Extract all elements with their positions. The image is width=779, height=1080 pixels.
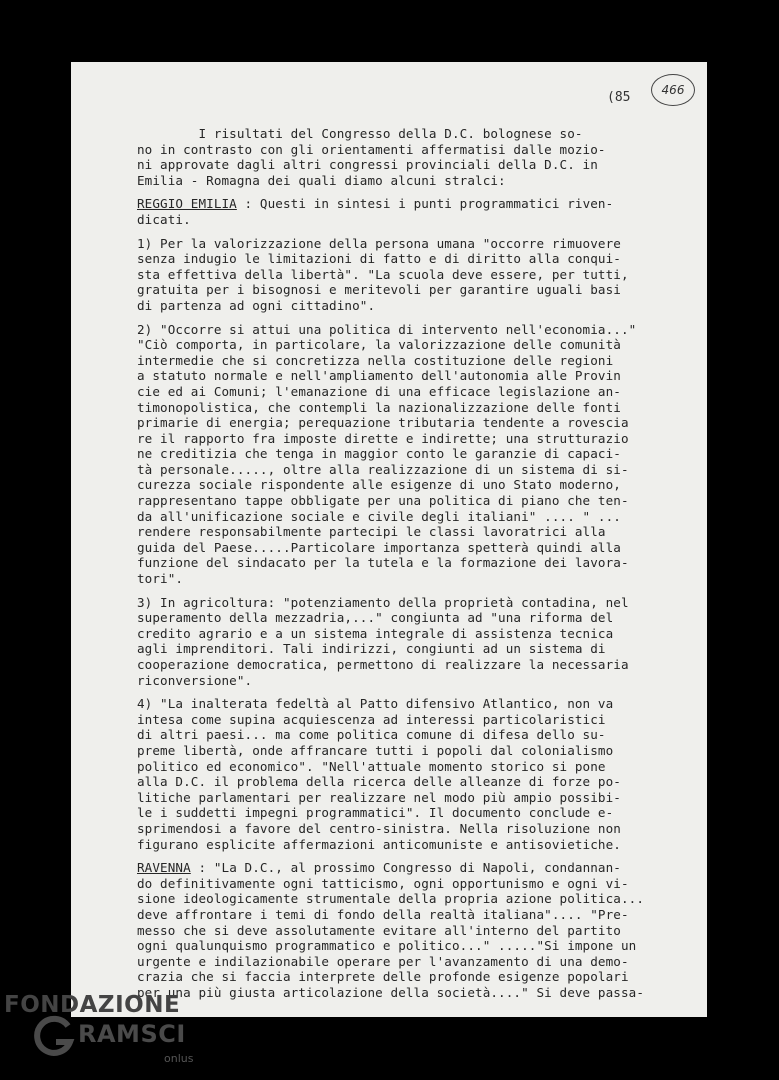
watermark-line2: RAMSCI — [78, 1020, 186, 1048]
text-line: preme libertà, onde affrancare tutti i popoli dal colonialismo — [137, 742, 614, 758]
text-line: dicati. — [137, 211, 191, 227]
paragraph-gap — [137, 852, 662, 860]
paragraph-gap — [137, 228, 662, 236]
paragraph-gap — [137, 688, 662, 696]
handwritten-page-number: 466 — [651, 74, 695, 106]
fondazione-gramsci-watermark — [4, 990, 204, 1080]
section-heading: RAVENNA — [137, 860, 191, 876]
text-line: sprimendosi a favore del centro-sinistra. Nella risoluzione non — [137, 820, 621, 836]
text-line: cooperazione democratica, permettono di realizzare la necessaria — [137, 657, 629, 672]
text-line: intermedie che si concretizza nella costituzione delle regioni — [137, 352, 614, 368]
text-line: I risultati del Congresso della D.C. bolognese so- — [137, 126, 583, 141]
text-line: politico ed economico". "Nell'attuale momento storico si pone — [137, 758, 606, 774]
text-line: crazia che si faccia interprete delle profonde esigenze popolari — [137, 969, 629, 985]
text-line: senza indugio le limitazioni di fatto e di diritto alla conqui- — [137, 251, 621, 267]
text-line: rendere responsabilmente partecipi le classi lavoratrici alla — [137, 524, 606, 540]
text-line: alla D.C. il problema della ricerca delle alleanze di forze po- — [137, 774, 621, 790]
text-line: intesa come supina acquiescenza ad interessi particolaristici — [137, 711, 606, 727]
text-line: messo che si deve assolutamente evitare all'interno del partito — [137, 922, 621, 938]
text-line: ne creditizia che tenga in maggior conto le garanzie di capaci- — [137, 446, 621, 462]
text-line: sta effettiva della libertà". "La scuola deve essere, per tutti, — [137, 266, 629, 282]
text-line: riconversione". — [137, 672, 253, 688]
text-line: re il rapporto fra imposte dirette e indirette; una strutturazio — [137, 430, 629, 446]
text-line: 4) "La inalterata fedeltà al Patto difensivo Atlantico, non va — [137, 696, 614, 712]
text-line: 2) "Occorre si attui una politica di intervento nell'economia..." — [137, 321, 637, 337]
text-line: 3) In agricoltura: "potenziamento della proprietà contadina, nel — [137, 594, 629, 610]
text-line: tà personale....., oltre alla realizzazione di un sistema di si- — [137, 461, 629, 477]
watermark-line3: onlus — [164, 1052, 194, 1065]
text-line: rappresentano tappe obbligate per una politica di piano che ten- — [137, 493, 629, 509]
text-line: a statuto normale e nell'ampliamento dell'autonomia alle Provin — [137, 368, 621, 384]
document-body — [137, 126, 662, 1000]
text-line: funzione del sindacato per la tutela e la formazione dei lavora- — [137, 555, 629, 571]
document-page — [71, 62, 707, 1017]
text-line: urgente e indilazionabile operare per l'avanzamento di una demo- — [137, 953, 629, 969]
text-line: no in contrasto con gli orientamenti affermatisi dalle mozio- — [137, 141, 606, 157]
paragraph-gap — [137, 314, 662, 322]
text-line: tori". — [137, 571, 184, 587]
text-line: 1) Per la valorizzazione della persona umana "occorre rimuovere — [137, 235, 621, 251]
gramsci-g-logo-icon — [32, 1014, 76, 1058]
text-line: gratuita per i bisognosi e meritevoli per garantire uguali basi — [137, 282, 621, 298]
text-line: superamento della mezzadria,..." congiunta ad "una riforma del — [137, 610, 614, 626]
text-line: le i suddetti impegni programmatici". Il documento conclude e- — [137, 805, 614, 821]
paragraph-gap — [137, 188, 662, 196]
text-line: "Ciò comporta, in particolare, la valorizzazione delle comunità — [137, 337, 621, 353]
text-line: primarie di energia; perequazione tributaria tendente a rovescia — [137, 415, 629, 431]
text-line: do definitivamente ogni tatticismo, ogni opportunismo e ogni vi- — [137, 875, 629, 891]
watermark-line1: FONDAZIONE — [4, 992, 181, 1018]
text-line: agli imprenditori. Tali indirizzi, congiunti ad un sistema di — [137, 641, 606, 657]
text-line: credito agrario e a un sistema integrale di assistenza tecnica — [137, 625, 614, 641]
text-line: timonopolistica, che contempli la nazionalizzazione delle fonti — [137, 399, 621, 415]
text-line: di partenza ad ogni cittadino". — [137, 297, 376, 313]
text-line: Emilia - Romagna dei quali diamo alcuni stralci: — [137, 172, 506, 188]
text-line: guida del Paese.....Particolare importanza spetterà quindi alla — [137, 539, 621, 555]
text-line: ogni qualunquismo programmatico e politico..." ....."Si impone un — [137, 938, 637, 954]
text-line: curezza sociale rispondente alle esigenze di uno Stato moderno, — [137, 477, 621, 493]
text-line: ni approvate dagli altri congressi provinciali della D.C. in — [137, 157, 598, 173]
text-line: per una più giusta articolazione della società...." Si deve passa- — [137, 984, 645, 1000]
text-line: di altri paesi... ma come politica comune di difesa dello su- — [137, 727, 606, 743]
section-heading: REGGIO EMILIA — [137, 196, 237, 212]
text-line: litiche parlamentari per realizzare nel modo più ampio possibi- — [137, 789, 621, 805]
text-line: cie ed ai Comuni; l'emanazione di una efficace legislazione an- — [137, 383, 621, 399]
text-line: da all'unificazione sociale e civile degli italiani" .... " ... — [137, 508, 621, 524]
text-line: REGGIO EMILIA : Questi in sintesi i punti programmatici riven- — [137, 196, 614, 212]
typed-page-number: (85 — [607, 90, 631, 105]
text-line: sione ideologicamente strumentale della propria azione politica... — [137, 891, 645, 907]
text-line: deve affrontare i temi di fondo della realtà italiana".... "Pre- — [137, 906, 629, 922]
paragraph-gap — [137, 587, 662, 595]
text-line: figurano esplicite affermazioni anticomuniste e antisovietiche. — [137, 836, 621, 852]
text-line: RAVENNA : "La D.C., al prossimo Congresso di Napoli, condannan- — [137, 860, 621, 876]
